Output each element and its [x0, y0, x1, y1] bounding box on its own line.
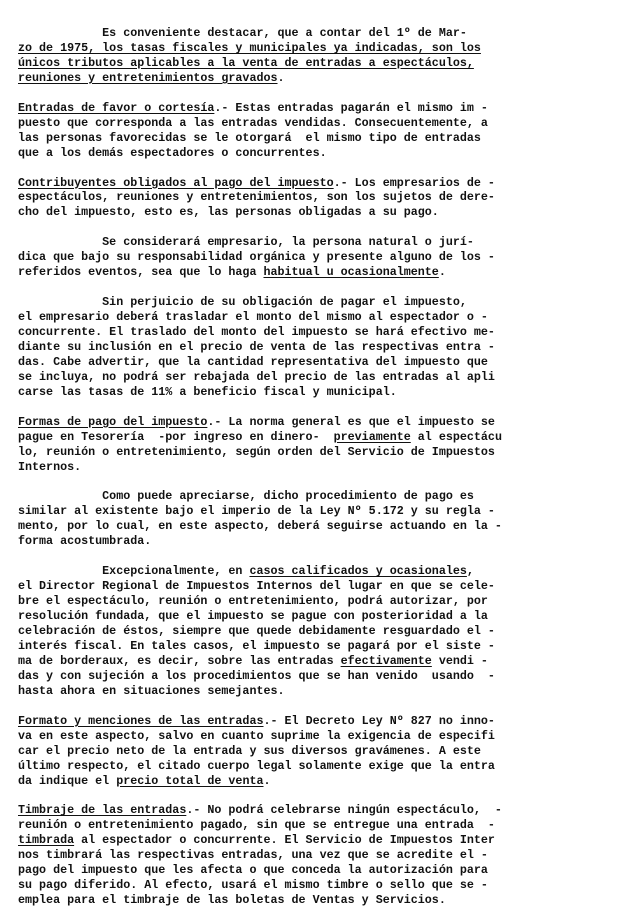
body-text: se incluya, no podrá ser rebajada del precio de las entradas al apli	[18, 369, 495, 384]
text-line	[18, 863, 488, 878]
body-text: Es conveniente destacar, que a contar del 1º de Mar-	[18, 26, 467, 40]
text-line	[18, 579, 495, 594]
text-line	[18, 116, 488, 131]
text-line	[18, 56, 474, 71]
body-text: al espectácu	[410, 429, 502, 444]
text-line	[18, 893, 446, 908]
body-text: lo, reunión o entretenimiento, según orden del Servicio de Impuestos	[18, 444, 495, 459]
text-line	[18, 176, 495, 191]
text-line	[18, 355, 488, 370]
body-text: cho del impuesto, esto es, las personas obligadas a su pago.	[18, 205, 439, 220]
body-text: las personas favorecidas se le otorgará el mismo tipo de entradas	[18, 130, 481, 145]
underlined-heading-text: únicos tributos aplicables a la venta de entradas a espectáculos,	[18, 55, 474, 70]
body-text: que a los demás espectadores o concurrentes.	[18, 145, 327, 160]
text-line	[18, 534, 151, 549]
body-text: emplea para el timbraje de las boletas de Ventas y Servicios.	[18, 893, 446, 908]
text-line	[18, 385, 397, 400]
body-text: puesto que corresponda a las entradas vendidas. Consecuentemente, a	[18, 115, 488, 130]
body-text: diante su inclusión en el precio de venta de las respectivas entra -	[18, 339, 495, 354]
text-line	[18, 744, 481, 759]
underlined-heading-text: Formas de pago del impuesto	[18, 414, 208, 429]
body-text: carse las tasas de 11% a beneficio fiscal y municipal.	[18, 384, 397, 399]
body-text: Excepcionalmente, en	[18, 564, 250, 579]
body-text: reunión o entretenimiento pagado, sin que se entregue una entrada -	[18, 818, 495, 833]
body-text: espectáculos, reuniones y entretenimientos, son los sujetos de dere-	[18, 190, 495, 205]
body-text: interés fiscal. En tales casos, el impuesto se pagará por el siste -	[18, 638, 495, 653]
body-text: da indique el	[18, 773, 117, 788]
text-line	[18, 250, 495, 265]
body-text: Internos.	[18, 459, 82, 474]
body-text: das y con sujeción a los procedimientos que se han venido usando -	[18, 668, 495, 683]
underlined-heading-text: zo de 1975, los tasas fiscales y municipales ya indicadas, son los	[18, 40, 481, 55]
body-text: .- Los empresarios de -	[333, 175, 495, 190]
underlined-heading-text: previamente	[333, 429, 411, 444]
body-text: .	[277, 70, 285, 85]
text-line	[18, 445, 495, 460]
body-text: celebración de éstos, siempre que quede debidamente resguardado el -	[18, 624, 495, 638]
body-text: car el precio neto de la entrada y sus diversos gravámenes. A este	[18, 743, 481, 758]
body-text: último respecto, el citado cuerpo legal solamente exige que la entra	[18, 758, 495, 773]
body-text: forma acostumbrada.	[18, 534, 152, 549]
underlined-heading-text: casos calificados y ocasionales	[249, 564, 467, 579]
underlined-heading-text: Entradas de favor o cortesía	[18, 100, 215, 115]
body-text: nos timbrará las respectivas entradas, una vez que se acredite el -	[18, 848, 488, 863]
body-text: concurrente. El traslado del monto del impuesto se hará efectivo me-	[18, 325, 495, 339]
text-line	[18, 848, 488, 863]
underlined-heading-text: efectivamente	[340, 653, 432, 668]
body-text: similar al existente bajo el imperio de la Ley Nº 5.172 y su regla -	[18, 504, 495, 519]
text-line	[18, 415, 495, 430]
underlined-heading-text: reuniones y entretenimientos gravados	[18, 70, 278, 85]
body-text: bre el espectáculo, reunión o entretenimiento, podrá autorizar, por	[18, 594, 488, 609]
text-line	[18, 295, 467, 310]
body-text: va en este aspecto, salvo en cuanto suprime la exigencia de especifi	[18, 728, 495, 743]
body-text: ,	[466, 564, 474, 579]
text-line	[18, 594, 488, 609]
text-line	[18, 818, 495, 833]
body-text: Sin perjuicio de su obligación de pagar el impuesto,	[18, 295, 467, 310]
text-line	[18, 684, 285, 699]
underlined-heading-text: precio total de venta	[116, 773, 264, 788]
body-text: el Director Regional de Impuestos Internos del lugar en que se cele-	[18, 579, 495, 594]
body-text: su pago diferido. Al efecto, usará el mismo timbre o sello que se -	[18, 878, 488, 893]
text-line	[18, 370, 495, 385]
body-text: Como puede apreciarse, dicho procedimiento de pago es	[18, 489, 474, 504]
body-text: Se considerará empresario, la persona natural o jurí-	[18, 235, 474, 250]
underlined-heading-text: timbrada	[18, 833, 75, 848]
body-text: dica que bajo su responsabilidad orgánica y presente alguno de los -	[18, 250, 495, 265]
text-line	[18, 639, 495, 654]
text-line	[18, 41, 481, 56]
body-text: referidos eventos, sea que lo haga	[18, 265, 264, 280]
body-text: mento, por lo cual, en este aspecto, deberá seguirse actuando en la -	[18, 519, 502, 534]
text-line	[18, 310, 488, 325]
text-line	[18, 131, 481, 146]
text-line	[18, 146, 327, 161]
body-text: vendi -	[431, 653, 488, 668]
text-line	[18, 265, 446, 280]
text-line	[18, 564, 474, 579]
text-line	[18, 340, 495, 355]
text-line	[18, 833, 495, 848]
text-line	[18, 26, 467, 41]
body-text: pague en Tesorería -por ingreso en dinero-	[18, 429, 334, 444]
text-line	[18, 654, 488, 669]
text-line	[18, 460, 81, 475]
text-line	[18, 430, 502, 445]
text-line	[18, 235, 474, 250]
body-text: .- La norma general es que el impuesto se	[207, 414, 495, 429]
text-line	[18, 803, 502, 818]
body-text: ma de borderaux, es decir, sobre las entradas	[18, 653, 341, 668]
text-line	[18, 669, 495, 684]
text-line	[18, 774, 271, 789]
text-line	[18, 71, 285, 86]
body-text: .- Estas entradas pagarán el mismo im -	[214, 100, 488, 115]
body-text: hasta ahora en situaciones semejantes.	[18, 683, 285, 698]
body-text: pago del impuesto que les afecta o que conceda la autorización para	[18, 863, 488, 878]
text-line	[18, 325, 495, 340]
text-line	[18, 519, 502, 534]
underlined-heading-text: Timbraje de las entradas	[18, 803, 187, 818]
text-line	[18, 101, 488, 116]
underlined-heading-text: Formato y menciones de las entradas	[18, 713, 264, 728]
body-text: resolución fundada, que el impuesto se pague con posterioridad a la	[18, 609, 488, 624]
body-text: .	[263, 773, 271, 788]
text-line	[18, 489, 474, 504]
body-text: das. Cabe advertir, que la cantidad representativa del impuesto que	[18, 354, 488, 369]
text-line	[18, 729, 495, 744]
text-line	[18, 609, 488, 624]
body-text: al espectador o concurrente. El Servicio de Impuestos Inter	[74, 833, 495, 848]
underlined-heading-text: Contribuyentes obligados al pago del impuesto	[18, 175, 334, 190]
body-text: .- No podrá celebrarse ningún espectáculo, -	[186, 803, 502, 818]
text-line	[18, 504, 495, 519]
body-text: el empresario deberá trasladar el monto del mismo al espectador o -	[18, 310, 488, 325]
body-text: .- El Decreto Ley Nº 827 no inno-	[263, 713, 495, 728]
underlined-heading-text: habitual u ocasionalmente	[263, 265, 439, 280]
text-line	[18, 714, 495, 729]
text-line	[18, 624, 495, 639]
text-line	[18, 205, 439, 220]
body-text: .	[438, 265, 446, 280]
text-line	[18, 190, 495, 205]
text-line	[18, 759, 495, 774]
text-line	[18, 878, 488, 893]
